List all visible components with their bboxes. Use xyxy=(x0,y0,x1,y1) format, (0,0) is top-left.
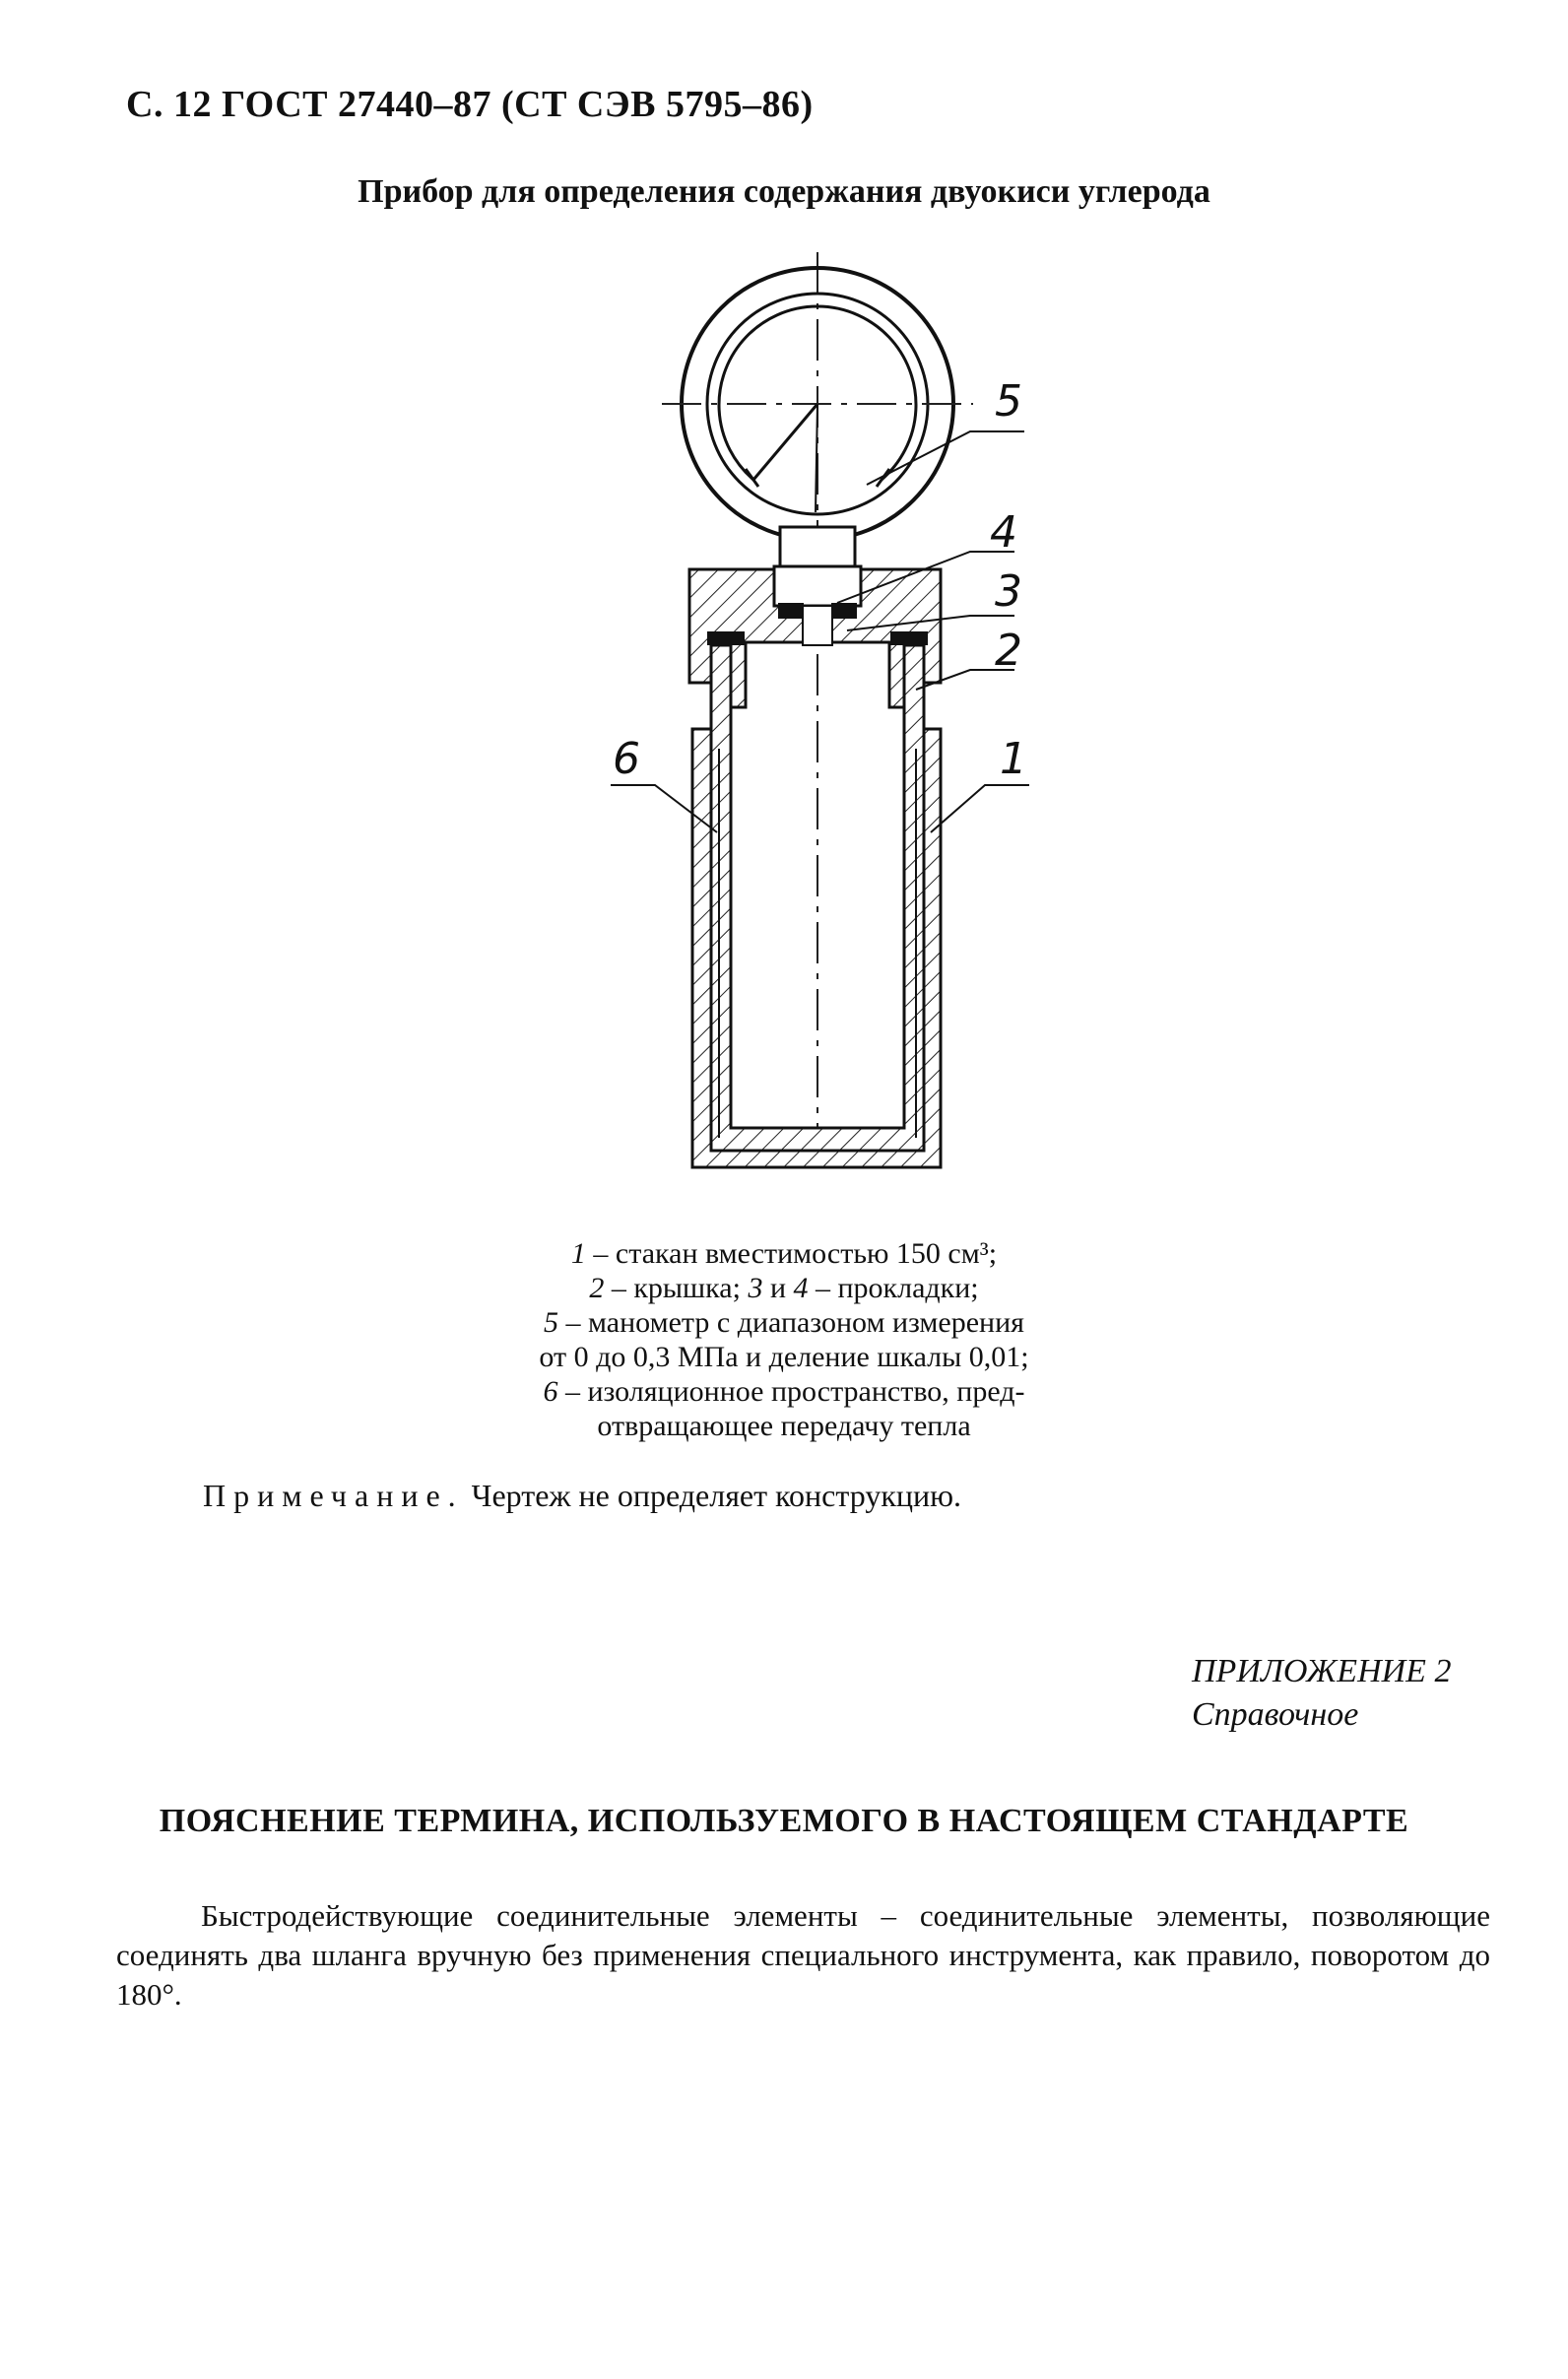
legend-line-3: 5 – манометр с диапазоном измерения xyxy=(544,1306,1024,1339)
callout-3: 3 xyxy=(995,566,1022,617)
figure-legend xyxy=(0,1236,1568,1443)
appendix-label: ПРИЛОЖЕНИЕ 2 xyxy=(1192,1653,1452,1689)
paragraph-text: Быстродействующие соединительные элементы – соединительные элементы, позволяющие соединять два шланга вручную без применения специального инструмента, как правило, поворотом до 180°. xyxy=(116,1898,1490,2012)
appendix-title: ПОЯСНЕНИЕ ТЕРМИНА, ИСПОЛЬЗУЕМОГО В НАСТОЯЩЕМ СТАНДАРТЕ xyxy=(159,1803,1409,1839)
note-text: Чертеж не определяет конструкцию. xyxy=(463,1478,962,1513)
page-header: С. 12 ГОСТ 27440–87 (СТ СЭВ 5795–86) xyxy=(126,84,814,125)
callout-4: 4 xyxy=(990,507,1017,558)
legend-line-4: от 0 до 0,3 МПа и деление шкалы 0,01; xyxy=(539,1341,1029,1373)
term-explanation-paragraph xyxy=(116,1896,1490,2015)
drawing-note xyxy=(203,1478,961,1514)
callout-1: 1 xyxy=(1000,734,1027,784)
callout-2: 2 xyxy=(995,626,1022,676)
appendix-sublabel: Справочное xyxy=(1192,1696,1359,1733)
legend-line-1: 1 – стакан вместимостью 150 см³; xyxy=(570,1237,998,1270)
note-label: Примечание. xyxy=(203,1478,464,1513)
figure-title: Прибор для определения содержания двуокиси углерода xyxy=(358,173,1210,210)
co2-apparatus-drawing xyxy=(552,246,1064,1192)
legend-line-2: 2 – крышка; 3 и 4 – прокладки; xyxy=(589,1272,979,1304)
legend-line-5: 6 – изоляционное пространство, пред- xyxy=(543,1375,1025,1408)
legend-line-6: отвращающее передачу тепла xyxy=(597,1410,971,1442)
callout-6: 6 xyxy=(613,734,640,784)
callout-5: 5 xyxy=(995,376,1022,427)
appendix-label-block xyxy=(1192,1650,1497,1737)
